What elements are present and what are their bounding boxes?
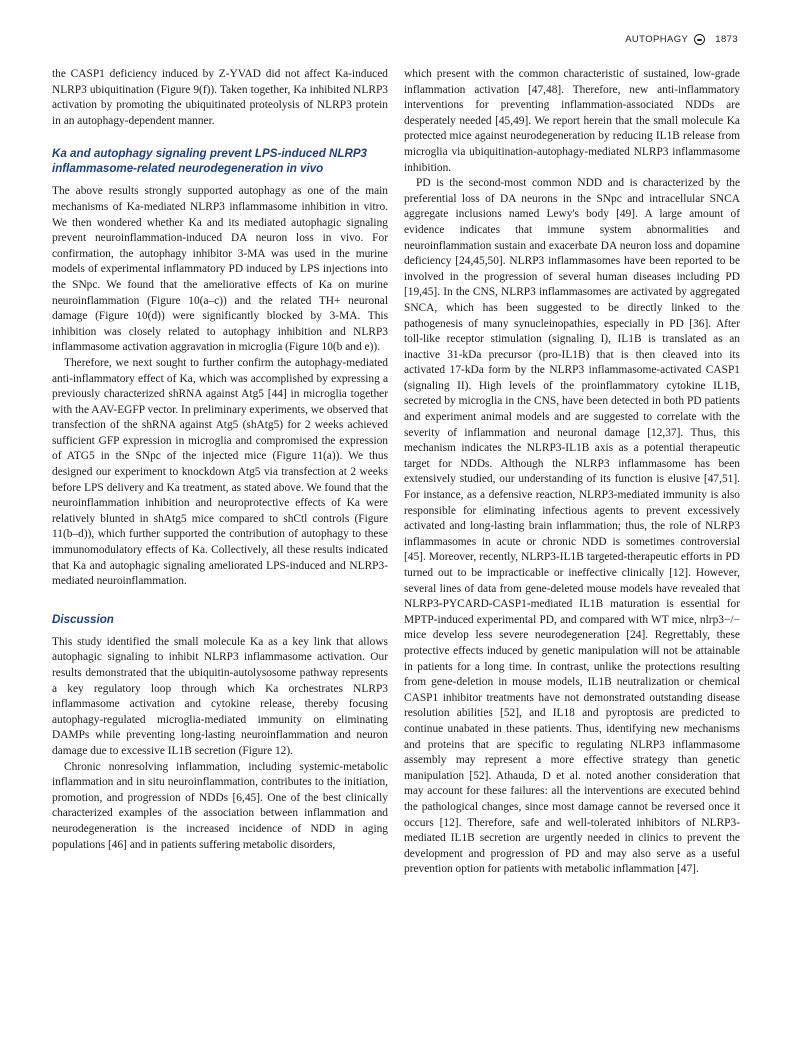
left-column: [52, 67, 388, 853]
paragraph: Chronic nonresolving inflammation, including systemic-metabolic inflammation and in situ neuroinflammation, contributes to the initiation, promotion, and progression of NDDs [6,45]. One of the best clinically characterized examples of the association between inflammation and neurodegeneration is the increased incidence of NDD in aging populations [46] and in patients suffering metabolic disorders,: [52, 760, 388, 851]
paragraph: PD is the second-most common NDD and is characterized by the preferential loss of DA neurons in the SNpc and intracellular SNCA aggregate inclusions named Lewy's body [49]. A large amount of evidence indicates that immune system abnormalities and neuroinflammation sustain and exacerbate DA neuron loss and dopamine deficiency [24,45,50]. NLRP3 inflammasomes have been reported to be involved in the progression of several human diseases including PD [19,45]. In the CNS, NLRP3 inflammasomes are activated by aggregated SNCA, which has been suggested to be directly linked to the pathogenesis of many synucleinopathies, especially in PD [36]. After toll-like receptor stimulation (signaling I), IL1B is translated as an inactive 31-kDa precursor (pro-IL1B) that is then cleaved into its activated 17-kDa form by the NLRP3 inflammasome-activated CASP1 (signaling II). High levels of the proinflammatory cytokine IL1B, secreted by microglia in the CNS, have been detected in both PD patients and experiment animal models and are suggested to correlate with the severity of inflammation and neuronal damage [12,37]. Thus, this mechanism indicates the NLRP3-IL1B axis as a potential therapeutic target for NDDs. Although the NLRP3 inflammasome has been extensively studied, our understanding of its function is elusive [47,51]. For instance, as a defensive reaction, NLRP3-mediated immunity is also responsible for eliminating infectious agents to prevent excessively activated and long-lasting brain inflammation; thus, the role of NLRP3 inflammasomes in acute or chronic NDD is sometimes controversial [45]. Moreover, recently, NLRP3-IL1B targeted-therapeutic efforts in PD turned out to be impracticable or ineffective clinically [12]. However, several lines of data from gene-deleted mouse models have revealed that NLRP3-PYCARD-CASP1-mediated IL1B maturation is essential for MPTP-induced experimental PD, and compared with WT mice, nlrp3−/− mice develop less severe neurodegeneration [24]. Regrettably, these protective effects induced by genetic manipulation will not be attainable in patients for a long time. In contrast, unlike the protections resulting from gene-deletion in mouse models, IL1B neutralization or chemical CASP1 inhibitor treatments have not demonstrated outstanding disease resolution abilities [52], and IL18 and pyroptosis are predicted to continue unabated in these patients. Thus, identifying new mechanisms and proteins that are specific to regulating NLRP3 inflammasome assembly may represent a more effective strategy than genetic manipulation [52]. Athauda, D et al. noted another consideration that may account for these failures: all the interventions are executed behind the pathological changes, since most damage cannot be reversed once it occurs [12]. Therefore, safe and well-tolerated inhibitors of NLRP3-mediated IL1B secretion are urgently needed in clinics to prevent the development and progression of PD and may also serve as a useful prevention option for patients with metabolic inflammation [47].: [404, 177, 740, 876]
paragraph: which present with the common characteristic of sustained, low-grade inflammation activation [47,48]. Therefore, new anti-inflammatory interventions for preventing inflammation-associated NDDs are desperately needed [45,49]. We report herein that the small molecule Ka protected mice against neurodegeneration by reducing IL1B release from microglia via ubiquitination-autophagy-mediated NLRP3 inflammasome inhibition.: [404, 68, 740, 174]
right-column: [404, 67, 740, 878]
paragraph: the CASP1 deficiency induced by Z-YVAD did not affect Ka-induced NLRP3 ubiquitination (Figure 9(f)). Taken together, Ka inhibited NLRP3 activation by promoting the ubiquitinated proteolysis of NLRP3 protein in an autophagy-dependent manner.: [52, 68, 388, 127]
publisher-logo-icon: [694, 34, 705, 45]
running-header: [625, 34, 738, 45]
paragraph: The above results strongly supported autophagy as one of the main mechanisms of Ka-mediated NLRP3 inflammasome inhibition in vitro. We then wondered whether Ka and its mediated autophagic signaling prevent neuroinflammation-induced DA neuron loss in vivo. For confirmation, the autophagy inhibitor 3-MA was used in the murine models of experimental inflammatory PD induced by LPS injections into the SNpc. We found that the ameliorative effects of Ka on murine neuroinflammation (Figure 10(a–c)) and the related TH+ neuronal damage (Figure 10(d)) were significantly blocked by 3-MA. This inhibition was closely related to autophagy inhibition and NLRP3 inflammasome activation aggravation in microglia (Figure 10(b and e)).: [52, 185, 388, 354]
paragraph: This study identified the small molecule Ka as a key link that allows autophagic signaling to inhibit NLRP3 inflammasome activation. Our results demonstrated that the ubiquitin-autolysosome pathway represents a key regulatory loop through which Ka orchestrates NLRP3 inflammasome activation and cytokine release, thereby focusing autophagy-regulated microglia-mediated immunity on eliminating DAMPs while preventing long-lasting neuroinflammation and neuron damage due to excessive IL1B secretion (Figure 12).: [52, 635, 388, 757]
section-heading: Ka and autophagy signaling prevent LPS-induced NLRP3 inflammasome-related neurodegeneration in vivo: [52, 147, 368, 176]
page-number: 1873: [715, 34, 738, 45]
section-heading: Discussion: [52, 612, 114, 626]
journal-name: AUTOPHAGY: [625, 34, 689, 45]
paragraph: Therefore, we next sought to further confirm the autophagy-mediated anti-inflammatory effect of Ka, which was accomplished by expressing a previously characterized shRNA against Atg5 [44] in microglia together with the AAV-EGFP vector. In preliminary experiments, we observed that transfection of the shRNA against Atg5 (shAtg5) for 2 weeks achieved sufficient GFP expression in microglia and compromised the expression of ATG5 in the SNpc of the injected mice (Figure 11(a)). We thus designed our experiment to knockdown Atg5 via transfection at 2 weeks before LPS delivery and Ka treatment, as stated above. We found that the neuroinflammation inhibition and neuroprotective effects of Ka were relatively blunted in shAtg5 mice compared to shCtl controls (Figure 11(b–d)), which further supported the contribution of autophagy to these immunomodulatory effects of Ka. Collectively, all these results indicated that Ka and autophagic signaling ameliorated LPS-induced and NLRP3-mediated neuroinflammation.: [52, 356, 388, 588]
